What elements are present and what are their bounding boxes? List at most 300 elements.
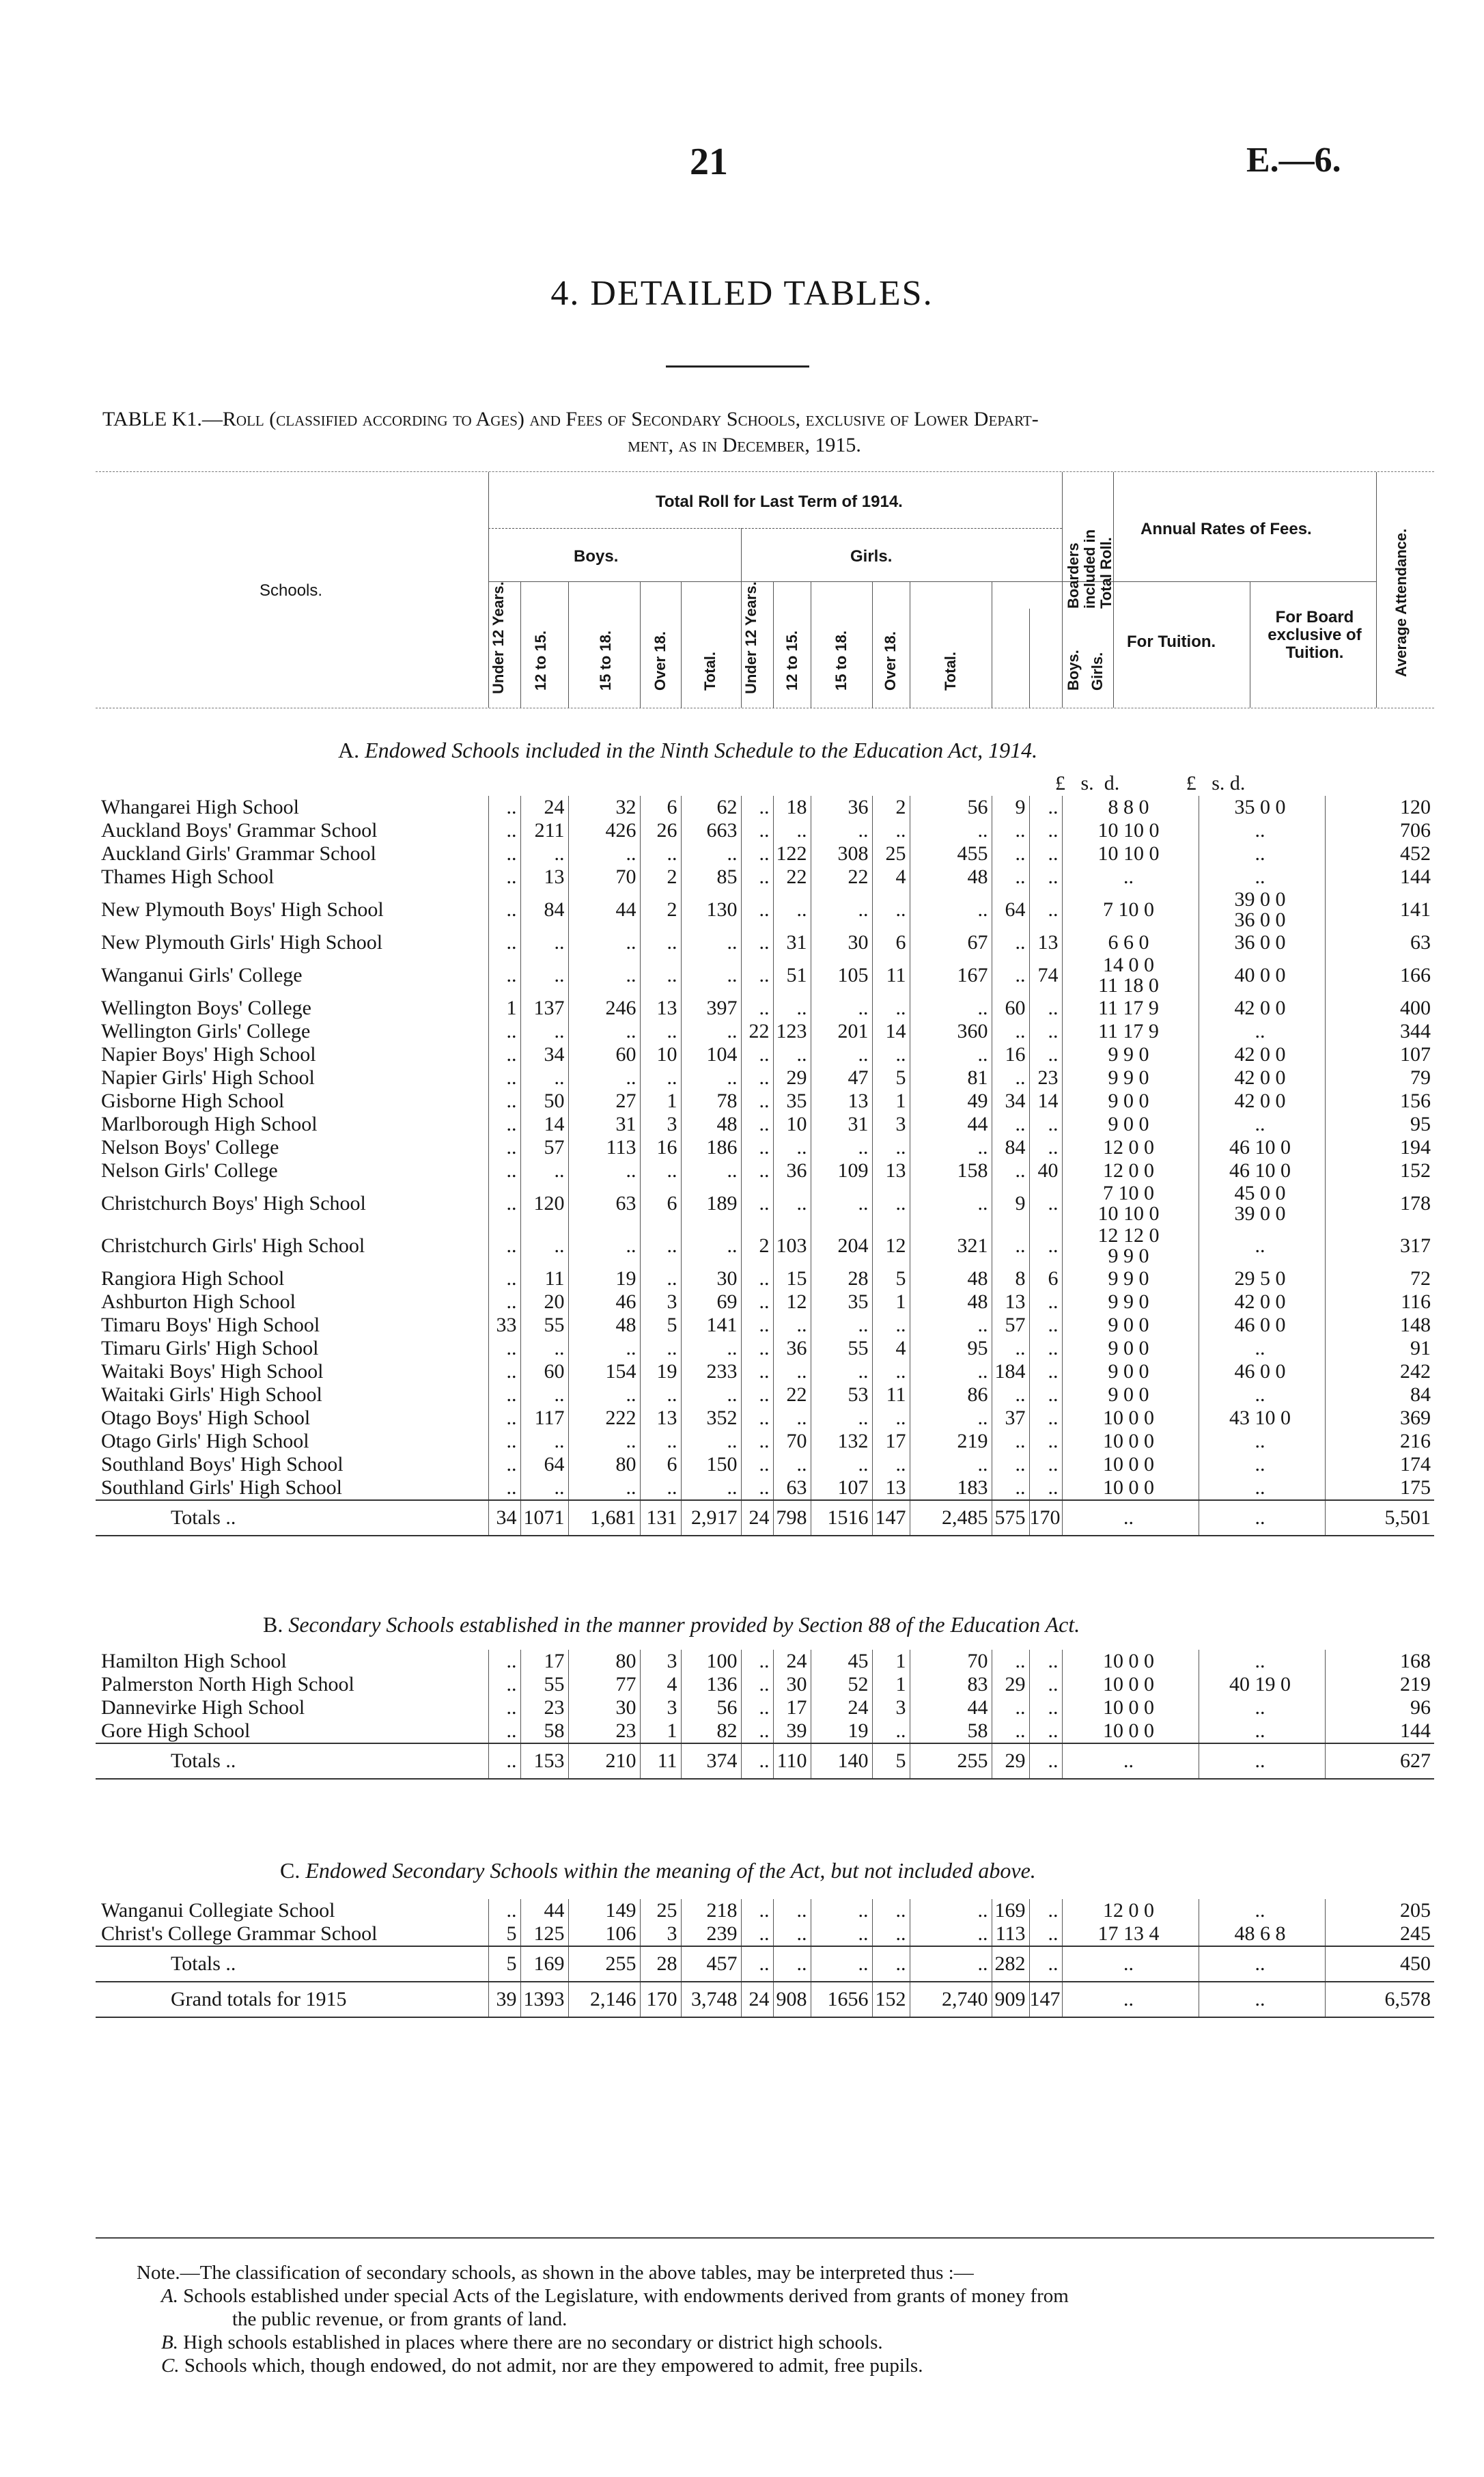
cell-b-o18: 1 (640, 1090, 681, 1113)
section-b-title: B. Secondary Schools established in the manner provided by Section 88 of the Education Act. (263, 1612, 1080, 1637)
cell-g-u12: .. (741, 819, 773, 842)
cell-b-12-15: 13 (520, 866, 568, 889)
school-name: Nelson Boys' College (101, 1136, 279, 1159)
cell-tuition: .. (1062, 866, 1199, 889)
cell-br-g: .. (1029, 1225, 1062, 1267)
cell-g-o18: 4 (872, 866, 910, 889)
cell-br-b: .. (992, 1476, 1029, 1500)
table-row (96, 1225, 1434, 1267)
cell-board: 35 0 0 (1199, 796, 1325, 819)
page-number: 21 (690, 141, 728, 183)
cell-g-12-15: .. (773, 1136, 811, 1159)
cell-board: 46 0 0 (1199, 1314, 1325, 1337)
caption-line-2: ment, as in December, 1915. (628, 434, 861, 456)
cell-board: .. (1199, 866, 1325, 889)
cell-g-tot: 455 (910, 842, 992, 866)
cell-b-tot: .. (681, 954, 741, 997)
cell-b-12-15: 20 (520, 1290, 568, 1314)
cell-tuition: .. (1062, 1946, 1199, 1982)
cell-g-o18: 1 (872, 1650, 910, 1673)
cell-board: 36 0 0 (1199, 931, 1325, 954)
cell-b-tot: 663 (681, 819, 741, 842)
cell-g-12-15: 18 (773, 796, 811, 819)
cell-b-15-18: 80 (568, 1650, 640, 1673)
cell-b-u12: .. (488, 1043, 520, 1066)
cell-br-b: .. (992, 1650, 1029, 1673)
cell-br-b: 113 (992, 1922, 1029, 1946)
cell-avg: 144 (1325, 1719, 1434, 1743)
cell-g-12-15: 51 (773, 954, 811, 997)
table-row (96, 1383, 1434, 1407)
cell-g-u12: .. (741, 866, 773, 889)
cell-b-12-15: 60 (520, 1360, 568, 1383)
cell-b-15-18: .. (568, 1066, 640, 1090)
cell-g-o18: 12 (872, 1225, 910, 1267)
cell-avg: 452 (1325, 842, 1434, 866)
cell-b-o18: 4 (640, 1673, 681, 1696)
cell-g-u12: .. (741, 1290, 773, 1314)
cell-b-12-15: 1071 (520, 1500, 568, 1536)
cell-br-g: .. (1029, 1113, 1062, 1136)
cell-board: 29 5 0 (1199, 1267, 1325, 1290)
cell-g-u12: .. (741, 1476, 773, 1500)
cell-avg: 168 (1325, 1650, 1434, 1673)
cell-g-12-15: 30 (773, 1673, 811, 1696)
cell-g-o18: 14 (872, 1020, 910, 1043)
cell-br-b: .. (992, 1113, 1029, 1136)
cell-b-12-15: .. (520, 842, 568, 866)
school-name: Palmerston North High School (101, 1673, 354, 1696)
cell-b-tot: .. (681, 1159, 741, 1182)
cell-b-u12: .. (488, 1899, 520, 1922)
cell-b-15-18: 210 (568, 1743, 640, 1779)
cell-g-12-15: .. (773, 1314, 811, 1337)
cell-board: .. (1199, 1383, 1325, 1407)
school-name: Totals .. (96, 1946, 488, 1982)
cell-br-b: 13 (992, 1290, 1029, 1314)
cell-g-o18: 5 (872, 1066, 910, 1090)
school-name: Christ's College Grammar School (101, 1922, 378, 1945)
cell-g-12-15: 70 (773, 1430, 811, 1453)
cell-g-tot: 44 (910, 1113, 992, 1136)
cell-g-o18: 17 (872, 1430, 910, 1453)
cell-avg: 174 (1325, 1453, 1434, 1476)
header-boys-under12: Under 12 Years. (490, 581, 507, 694)
cell-tuition: 9 9 0 (1062, 1290, 1199, 1314)
cell-br-b: 184 (992, 1360, 1029, 1383)
table-row (96, 1430, 1434, 1453)
header-schools: Schools. (260, 581, 323, 600)
cell-b-15-18: .. (568, 842, 640, 866)
cell-g-tot: .. (910, 1136, 992, 1159)
cell-br-b: 57 (992, 1314, 1029, 1337)
table-section-c (96, 1899, 1434, 2018)
cell-tuition: 12 0 0 (1062, 1159, 1199, 1182)
cell-g-o18: .. (872, 1360, 910, 1383)
cell-tuition: 9 0 0 (1062, 1383, 1199, 1407)
cell-br-g: 14 (1029, 1090, 1062, 1113)
school-name: Otago Girls' High School (101, 1430, 309, 1452)
cell-g-tot: 2,485 (910, 1500, 992, 1536)
cell-avg: 96 (1325, 1696, 1434, 1719)
totals-row (96, 1946, 1434, 1982)
school-name: Grand totals for 1915 (96, 1982, 488, 2017)
cell-b-o18: 11 (640, 1743, 681, 1779)
cell-avg: 219 (1325, 1673, 1434, 1696)
cell-g-15-18: 36 (811, 796, 872, 819)
cell-g-15-18: 31 (811, 1113, 872, 1136)
cell-tuition: 6 6 0 (1062, 931, 1199, 954)
cell-b-tot: 150 (681, 1453, 741, 1476)
cell-b-tot: 397 (681, 997, 741, 1020)
cell-avg: 5,501 (1325, 1500, 1434, 1536)
cell-tuition: 9 0 0 (1062, 1113, 1199, 1136)
school-name: Wanganui Girls' College (101, 964, 303, 986)
cell-b-u12: 33 (488, 1314, 520, 1337)
table-section-b (96, 1650, 1434, 1780)
cell-g-o18: .. (872, 1043, 910, 1066)
cell-avg: 450 (1325, 1946, 1434, 1982)
cell-tuition: 9 0 0 (1062, 1314, 1199, 1337)
school-name: Southland Girls' High School (101, 1476, 342, 1499)
cell-g-15-18: 35 (811, 1290, 872, 1314)
table-header (96, 471, 1434, 708)
cell-g-12-15: 798 (773, 1500, 811, 1536)
table-row (96, 1337, 1434, 1360)
cell-b-15-18: 426 (568, 819, 640, 842)
cell-b-15-18: 70 (568, 866, 640, 889)
cell-g-u12: .. (741, 1136, 773, 1159)
cell-b-12-15: 44 (520, 1899, 568, 1922)
header-girls-12-15: 12 to 15. (783, 630, 800, 691)
cell-board: 45 0 0 39 0 0 (1199, 1182, 1325, 1225)
cell-g-12-15: .. (773, 997, 811, 1020)
cell-b-12-15: 169 (520, 1946, 568, 1982)
cell-g-u12: .. (741, 1696, 773, 1719)
cell-b-15-18: 19 (568, 1267, 640, 1290)
table-row (96, 1922, 1434, 1946)
cell-g-u12: .. (741, 931, 773, 954)
cell-br-g: .. (1029, 1743, 1062, 1779)
cell-b-12-15: .. (520, 1383, 568, 1407)
cell-br-g: 147 (1029, 1982, 1062, 2017)
cell-b-15-18: 44 (568, 889, 640, 931)
cell-b-u12: .. (488, 1136, 520, 1159)
cell-tuition: 11 17 9 (1062, 997, 1199, 1020)
cell-b-tot: 239 (681, 1922, 741, 1946)
cell-tuition: 12 12 0 9 9 0 (1062, 1225, 1199, 1267)
cell-b-o18: 6 (640, 796, 681, 819)
cell-g-tot: .. (910, 889, 992, 931)
table-row (96, 1182, 1434, 1225)
cell-b-15-18: .. (568, 931, 640, 954)
cell-g-12-15: .. (773, 889, 811, 931)
cell-g-12-15: .. (773, 1360, 811, 1383)
cell-b-o18: 3 (640, 1290, 681, 1314)
cell-br-g: .. (1029, 1922, 1062, 1946)
cell-board: .. (1199, 1743, 1325, 1779)
school-name: Hamilton High School (101, 1650, 287, 1672)
school-name: Totals .. (96, 1500, 488, 1536)
cell-g-12-15: 63 (773, 1476, 811, 1500)
cell-g-15-18: 107 (811, 1476, 872, 1500)
cell-g-o18: 11 (872, 1383, 910, 1407)
cell-b-o18: 19 (640, 1360, 681, 1383)
cell-g-o18: .. (872, 1922, 910, 1946)
header-girls: Girls. (850, 547, 893, 566)
cell-board: .. (1199, 1982, 1325, 2017)
cell-g-15-18: 140 (811, 1743, 872, 1779)
cell-g-o18: 4 (872, 1337, 910, 1360)
cell-b-u12: .. (488, 1673, 520, 1696)
cell-br-b: .. (992, 931, 1029, 954)
cell-g-15-18: 308 (811, 842, 872, 866)
cell-br-b: 37 (992, 1407, 1029, 1430)
cell-b-15-18: .. (568, 1337, 640, 1360)
cell-br-g: .. (1029, 1430, 1062, 1453)
cell-avg: 175 (1325, 1476, 1434, 1500)
cell-board: 46 10 0 (1199, 1159, 1325, 1182)
caption-line-1: TABLE K1.—Roll (classified according to Ages) and Fees of Secondary Schools, exclusive of Lower Depart- (102, 408, 1039, 430)
cell-b-15-18: 27 (568, 1090, 640, 1113)
cell-b-12-15: .. (520, 931, 568, 954)
cell-b-12-15: .. (520, 1430, 568, 1453)
cell-b-tot: .. (681, 1225, 741, 1267)
cell-board: 46 0 0 (1199, 1360, 1325, 1383)
cell-b-o18: .. (640, 1020, 681, 1043)
cell-board: .. (1199, 1020, 1325, 1043)
cell-b-u12: .. (488, 889, 520, 931)
cell-b-u12: 5 (488, 1946, 520, 1982)
cell-avg: 194 (1325, 1136, 1434, 1159)
cell-tuition: 10 0 0 (1062, 1453, 1199, 1476)
cell-g-tot: 48 (910, 1267, 992, 1290)
cell-avg: 242 (1325, 1360, 1434, 1383)
cell-tuition: 10 0 0 (1062, 1650, 1199, 1673)
header-boarders-boys: Boys. (1065, 650, 1082, 691)
cell-board: 39 0 0 36 0 0 (1199, 889, 1325, 931)
cell-tuition: 7 10 0 10 10 0 (1062, 1182, 1199, 1225)
cell-b-o18: .. (640, 1430, 681, 1453)
school-name: Waitaki Boys' High School (101, 1360, 324, 1383)
cell-g-15-18: .. (811, 1314, 872, 1337)
school-name: Thames High School (101, 866, 275, 888)
cell-b-u12: .. (488, 866, 520, 889)
cell-b-12-15: .. (520, 1476, 568, 1500)
cell-board: .. (1199, 842, 1325, 866)
cell-br-g: .. (1029, 1719, 1062, 1743)
title-rule (666, 365, 809, 368)
cell-g-u12: .. (741, 1337, 773, 1360)
cell-b-o18: 10 (640, 1043, 681, 1066)
cell-b-12-15: 55 (520, 1314, 568, 1337)
cell-tuition: 10 0 0 (1062, 1430, 1199, 1453)
cell-b-o18: .. (640, 1225, 681, 1267)
cell-g-12-15: 908 (773, 1982, 811, 2017)
cell-board: 42 0 0 (1199, 1066, 1325, 1090)
page-title: 4. DETAILED TABLES. (550, 274, 934, 313)
cell-b-12-15: 125 (520, 1922, 568, 1946)
cell-board: 42 0 0 (1199, 1043, 1325, 1066)
cell-b-15-18: 63 (568, 1182, 640, 1225)
cell-g-tot: .. (910, 1182, 992, 1225)
cell-b-u12: .. (488, 1696, 520, 1719)
cell-g-tot: 255 (910, 1743, 992, 1779)
cell-b-12-15: 55 (520, 1673, 568, 1696)
cell-avg: 148 (1325, 1314, 1434, 1337)
cell-br-b: 64 (992, 889, 1029, 931)
table-row (96, 866, 1434, 889)
cell-g-o18: .. (872, 1314, 910, 1337)
cell-g-12-15: 110 (773, 1743, 811, 1779)
cell-br-b: 60 (992, 997, 1029, 1020)
header-girls-15-18: 15 to 18. (832, 630, 850, 691)
cell-g-u12: .. (741, 1383, 773, 1407)
cell-g-o18: 1 (872, 1673, 910, 1696)
cell-g-tot: 219 (910, 1430, 992, 1453)
cell-avg: 141 (1325, 889, 1434, 931)
cell-g-tot: 58 (910, 1719, 992, 1743)
header-girls-total: Total. (942, 651, 959, 691)
cell-b-u12: .. (488, 1407, 520, 1430)
cell-br-b: 909 (992, 1982, 1029, 2017)
cell-avg: 245 (1325, 1922, 1434, 1946)
cell-br-b: 9 (992, 796, 1029, 819)
cell-b-15-18: .. (568, 1430, 640, 1453)
cell-br-b: 9 (992, 1182, 1029, 1225)
cell-b-o18: .. (640, 1476, 681, 1500)
cell-g-o18: .. (872, 819, 910, 842)
cell-br-b: .. (992, 1159, 1029, 1182)
cell-b-tot: .. (681, 1476, 741, 1500)
cell-b-15-18: 222 (568, 1407, 640, 1430)
header-boys: Boys. (574, 547, 619, 566)
table-row (96, 819, 1434, 842)
totals-row (96, 1500, 1434, 1536)
cell-g-tot: 321 (910, 1225, 992, 1267)
cell-b-15-18: 30 (568, 1696, 640, 1719)
cell-tuition: 10 0 0 (1062, 1407, 1199, 1430)
school-name: Auckland Girls' Grammar School (101, 842, 376, 865)
cell-br-g: .. (1029, 1673, 1062, 1696)
cell-g-15-18: 105 (811, 954, 872, 997)
school-name: Napier Girls' High School (101, 1066, 315, 1089)
cell-board: .. (1199, 1113, 1325, 1136)
cell-g-12-15: 10 (773, 1113, 811, 1136)
table-row (96, 1066, 1434, 1090)
cell-g-u12: .. (741, 842, 773, 866)
header-avg-attendance: Average Attendance. (1392, 528, 1410, 677)
totals-row (96, 1982, 1434, 2017)
cell-br-b: 575 (992, 1500, 1029, 1536)
cell-g-u12: .. (741, 954, 773, 997)
cell-g-tot: .. (910, 1360, 992, 1383)
cell-b-12-15: .. (520, 1337, 568, 1360)
cell-b-u12: .. (488, 931, 520, 954)
school-name: Wellington Girls' College (101, 1020, 311, 1042)
cell-g-tot: .. (910, 1407, 992, 1430)
cell-b-12-15: 84 (520, 889, 568, 931)
cell-b-15-18: 246 (568, 997, 640, 1020)
cell-g-12-15: .. (773, 1899, 811, 1922)
cell-b-12-15: .. (520, 1066, 568, 1090)
cell-b-12-15: 211 (520, 819, 568, 842)
section-c-title: C. Endowed Secondary Schools within the meaning of the Act, but not included above. (280, 1858, 1036, 1883)
cell-g-u12: 24 (741, 1982, 773, 2017)
cell-b-o18: .. (640, 1159, 681, 1182)
cell-b-12-15: 137 (520, 997, 568, 1020)
cell-g-15-18: 45 (811, 1650, 872, 1673)
cell-b-u12: .. (488, 1182, 520, 1225)
cell-g-15-18: 30 (811, 931, 872, 954)
cell-g-tot: .. (910, 819, 992, 842)
cell-br-g: 23 (1029, 1066, 1062, 1090)
cell-b-u12: .. (488, 1650, 520, 1673)
cell-board: .. (1199, 1430, 1325, 1453)
cell-tuition: .. (1062, 1500, 1199, 1536)
cell-b-tot: 78 (681, 1090, 741, 1113)
cell-board: .. (1199, 1476, 1325, 1500)
cell-br-g: .. (1029, 1337, 1062, 1360)
cell-b-tot: 457 (681, 1946, 741, 1982)
cell-g-o18: 1 (872, 1290, 910, 1314)
school-name: Marlborough High School (101, 1113, 318, 1135)
cell-avg: 152 (1325, 1159, 1434, 1182)
cell-g-u12: .. (741, 1407, 773, 1430)
cell-br-g: .. (1029, 866, 1062, 889)
cell-g-u12: 24 (741, 1500, 773, 1536)
cell-g-o18: 13 (872, 1159, 910, 1182)
cell-avg: 178 (1325, 1182, 1434, 1225)
cell-br-g: .. (1029, 1290, 1062, 1314)
cell-g-u12: 2 (741, 1225, 773, 1267)
cell-g-tot: 86 (910, 1383, 992, 1407)
cell-g-15-18: 132 (811, 1430, 872, 1453)
header-total-roll: Total Roll for Last Term of 1914. (656, 493, 903, 511)
cell-br-g: .. (1029, 842, 1062, 866)
cell-br-b: 16 (992, 1043, 1029, 1066)
cell-b-u12: .. (488, 1159, 520, 1182)
cell-g-u12: .. (741, 1719, 773, 1743)
cell-board: 42 0 0 (1199, 1090, 1325, 1113)
cell-b-12-15: 1393 (520, 1982, 568, 2017)
cell-b-15-18: .. (568, 954, 640, 997)
cell-br-b: .. (992, 1719, 1029, 1743)
cell-b-12-15: .. (520, 1225, 568, 1267)
cell-g-o18: 152 (872, 1982, 910, 2017)
cell-avg: 144 (1325, 866, 1434, 889)
cell-g-12-15: 22 (773, 866, 811, 889)
cell-g-u12: .. (741, 1267, 773, 1290)
cell-b-o18: 1 (640, 1719, 681, 1743)
cell-g-12-15: .. (773, 1043, 811, 1066)
cell-tuition: .. (1062, 1743, 1199, 1779)
school-name: Wellington Boys' College (101, 997, 311, 1019)
note-a-cont: the public revenue, or from grants of land. (232, 2308, 568, 2330)
header-boys-12-15: 12 to 15. (532, 630, 549, 691)
cell-b-o18: 2 (640, 889, 681, 931)
cell-b-15-18: 80 (568, 1453, 640, 1476)
cell-g-12-15: 31 (773, 931, 811, 954)
cell-b-15-18: .. (568, 1383, 640, 1407)
cell-g-tot: 158 (910, 1159, 992, 1182)
table-row (96, 1650, 1434, 1673)
cell-g-12-15: .. (773, 1182, 811, 1225)
table-row (96, 1719, 1434, 1743)
cell-g-15-18: .. (811, 1453, 872, 1476)
cell-b-tot: 62 (681, 796, 741, 819)
cell-b-u12: .. (488, 1453, 520, 1476)
